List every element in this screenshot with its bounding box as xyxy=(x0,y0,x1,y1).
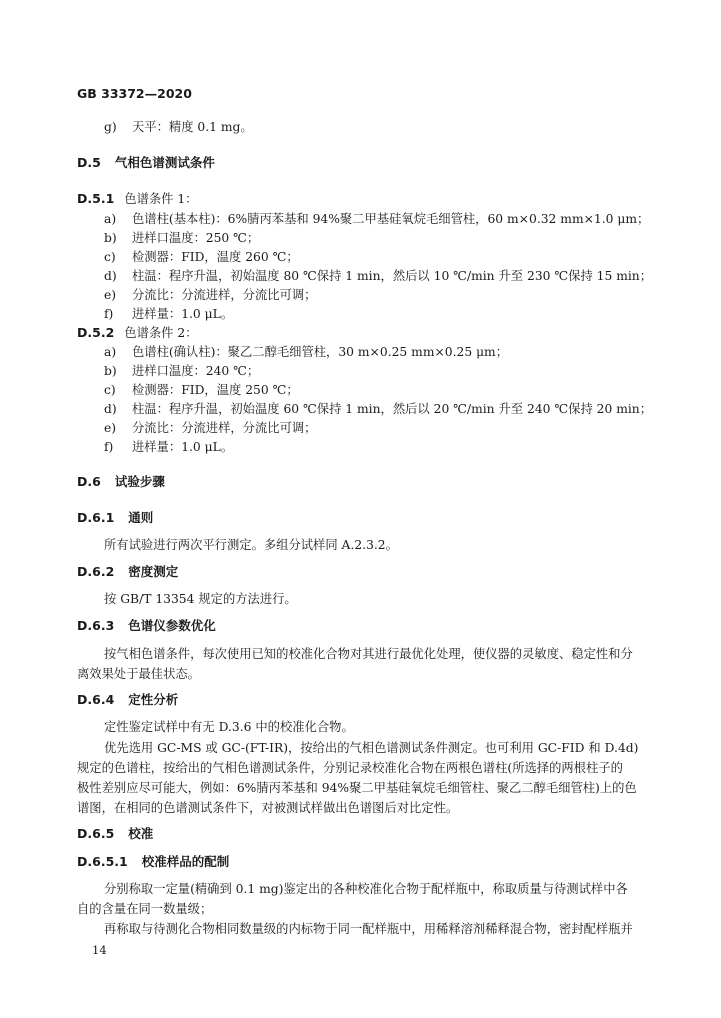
standard-number: GB 33372—2020 xyxy=(77,86,192,101)
subsection-number: D.5.2 xyxy=(77,325,115,340)
list-item-text: 检测器：FID，温度 250 ℃； xyxy=(132,383,299,397)
subsection-heading xyxy=(77,193,198,206)
subsection-number: D.5.1 xyxy=(77,191,115,206)
list-item-text: 分流比：分流进样，分流比可调； xyxy=(132,288,317,302)
list-item xyxy=(104,403,652,415)
list-item-text: 进样口温度：240 ℃； xyxy=(132,364,260,378)
list-item xyxy=(104,289,316,301)
paragraph: 定性鉴定试样中有无 D.3.6 中的校准化合物。 xyxy=(104,720,354,734)
list-item-label: e) xyxy=(104,421,117,435)
list-item-label: g) xyxy=(104,120,117,134)
list-item xyxy=(104,308,233,320)
subsection-number: D.6.5 xyxy=(77,826,115,841)
paragraph-line: 按气相色谱条件，每次使用已知的校准化合物对其进行最优化处理，使仪器的灵敏度、稳定性和分 xyxy=(104,647,633,661)
paragraph-line: 优先选用 GC-MS 或 GC-(FT-IR)，按给出的气相色谱测试条件测定。也可利用 GC-FID 和 D.4d) xyxy=(104,741,639,755)
list-item-text: 色谱柱(基本柱)：6%腈丙苯基和 94%聚二甲基硅氧烷毛细管柱，60 m×0.32 mm×1.0 μm； xyxy=(132,212,650,226)
list-item-label: c) xyxy=(104,383,116,397)
subsection-heading xyxy=(77,828,153,841)
paragraph-line: 自的含量在同一数量级； xyxy=(77,902,213,916)
list-item-label: f) xyxy=(104,307,114,321)
subsection-number: D.6.1 xyxy=(77,510,115,525)
list-item xyxy=(104,384,299,396)
list-item xyxy=(104,121,253,133)
list-item-text: 进样量：1.0 μL。 xyxy=(132,440,234,454)
subsection-number: D.6.3 xyxy=(77,618,115,633)
section-heading xyxy=(77,157,215,170)
subsection-number: D.6.5.1 xyxy=(77,854,128,869)
list-item-label: f) xyxy=(104,440,114,454)
subsection-title: 色谱仪参数优化 xyxy=(128,618,216,633)
paragraph-line: 再称取与待测化合物相同数量级的内标物于同一配样瓶中，用稀释溶剂稀释混合物，密封配样瓶并 xyxy=(104,922,633,936)
paragraph-line: 离效果处于最佳状态。 xyxy=(77,667,200,681)
subsection-heading xyxy=(77,327,198,340)
subsection-heading xyxy=(77,856,229,869)
subsection-title: 校准 xyxy=(128,826,154,841)
subsection-title: 通则 xyxy=(128,510,154,525)
subsection-title: 定性分析 xyxy=(128,692,179,707)
section-heading xyxy=(77,476,165,489)
section-title: 试验步骤 xyxy=(114,474,165,489)
paragraph: 按 GB/T 13354 规定的方法进行。 xyxy=(104,592,297,606)
list-item-label: c) xyxy=(104,250,116,264)
subsection-heading xyxy=(77,620,216,633)
list-item-label: b) xyxy=(104,364,117,378)
list-item-text: 柱温：程序升温，初始温度 60 ℃保持 1 min，然后以 20 ℃/min 升至 240 ℃保持 20 min； xyxy=(132,402,653,416)
list-item-text: 色谱柱(确认柱)：聚乙二醇毛细管柱，30 m×0.25 mm×0.25 μm； xyxy=(132,345,509,359)
list-item-label: d) xyxy=(104,269,117,283)
paragraph: 所有试验进行两次平行测定。多组分试样同 A.2.3.2。 xyxy=(104,538,398,552)
paragraph-line: 谱图，在相同的色谱测试条件下，对被测试样做出色谱图后对比定性。 xyxy=(77,801,459,815)
paragraph-line: 极性差别应尽可能大，例如：6%腈丙苯基和 94%聚二甲基硅氧烷毛细管柱、聚乙二醇毛细管柱)上的色 xyxy=(77,781,637,795)
list-item xyxy=(104,251,299,263)
subsection-title: 密度测定 xyxy=(128,564,179,579)
section-title: 气相色谱测试条件 xyxy=(114,155,215,170)
list-item xyxy=(104,441,233,453)
list-item-label: a) xyxy=(104,345,117,359)
subsection-heading xyxy=(77,512,153,525)
list-item-text: 天平：精度 0.1 mg。 xyxy=(132,120,253,134)
subsection-number: D.6.4 xyxy=(77,692,115,707)
subsection-heading xyxy=(77,694,178,707)
list-item xyxy=(104,346,508,358)
subsection-heading xyxy=(77,566,178,579)
list-item xyxy=(104,213,649,225)
section-number: D.5 xyxy=(77,155,101,170)
subsection-title: 色谱条件 2： xyxy=(124,326,198,340)
section-number: D.6 xyxy=(77,474,101,489)
list-item xyxy=(104,232,259,244)
list-item-text: 进样量：1.0 μL。 xyxy=(132,307,234,321)
list-item-text: 分流比：分流进样，分流比可调； xyxy=(132,421,317,435)
subsection-number: D.6.2 xyxy=(77,564,115,579)
list-item xyxy=(104,365,259,377)
list-item-text: 进样口温度：250 ℃； xyxy=(132,231,260,245)
list-item-label: e) xyxy=(104,288,117,302)
list-item-text: 柱温：程序升温，初始温度 80 ℃保持 1 min，然后以 10 ℃/min 升至 230 ℃保持 15 min； xyxy=(132,269,653,283)
list-item-label: b) xyxy=(104,231,117,245)
subsection-title: 色谱条件 1： xyxy=(124,192,198,206)
page-number: 14 xyxy=(92,943,107,957)
list-item xyxy=(104,270,652,282)
list-item xyxy=(104,422,316,434)
subsection-title: 校准样品的配制 xyxy=(141,854,230,869)
list-item-text: 检测器：FID，温度 260 ℃； xyxy=(132,250,299,264)
paragraph-line: 分别称取一定量(精确到 0.1 mg)鉴定出的各种校准化合物于配样瓶中，称取质量与待测试样中各 xyxy=(104,882,628,896)
list-item-label: a) xyxy=(104,212,117,226)
list-item-label: d) xyxy=(104,402,117,416)
paragraph-line: 规定的色谱柱，按给出的气相色谱测试条件，分别记录校准化合物在两根色谱柱(所选择的两根柱子的 xyxy=(77,761,623,775)
